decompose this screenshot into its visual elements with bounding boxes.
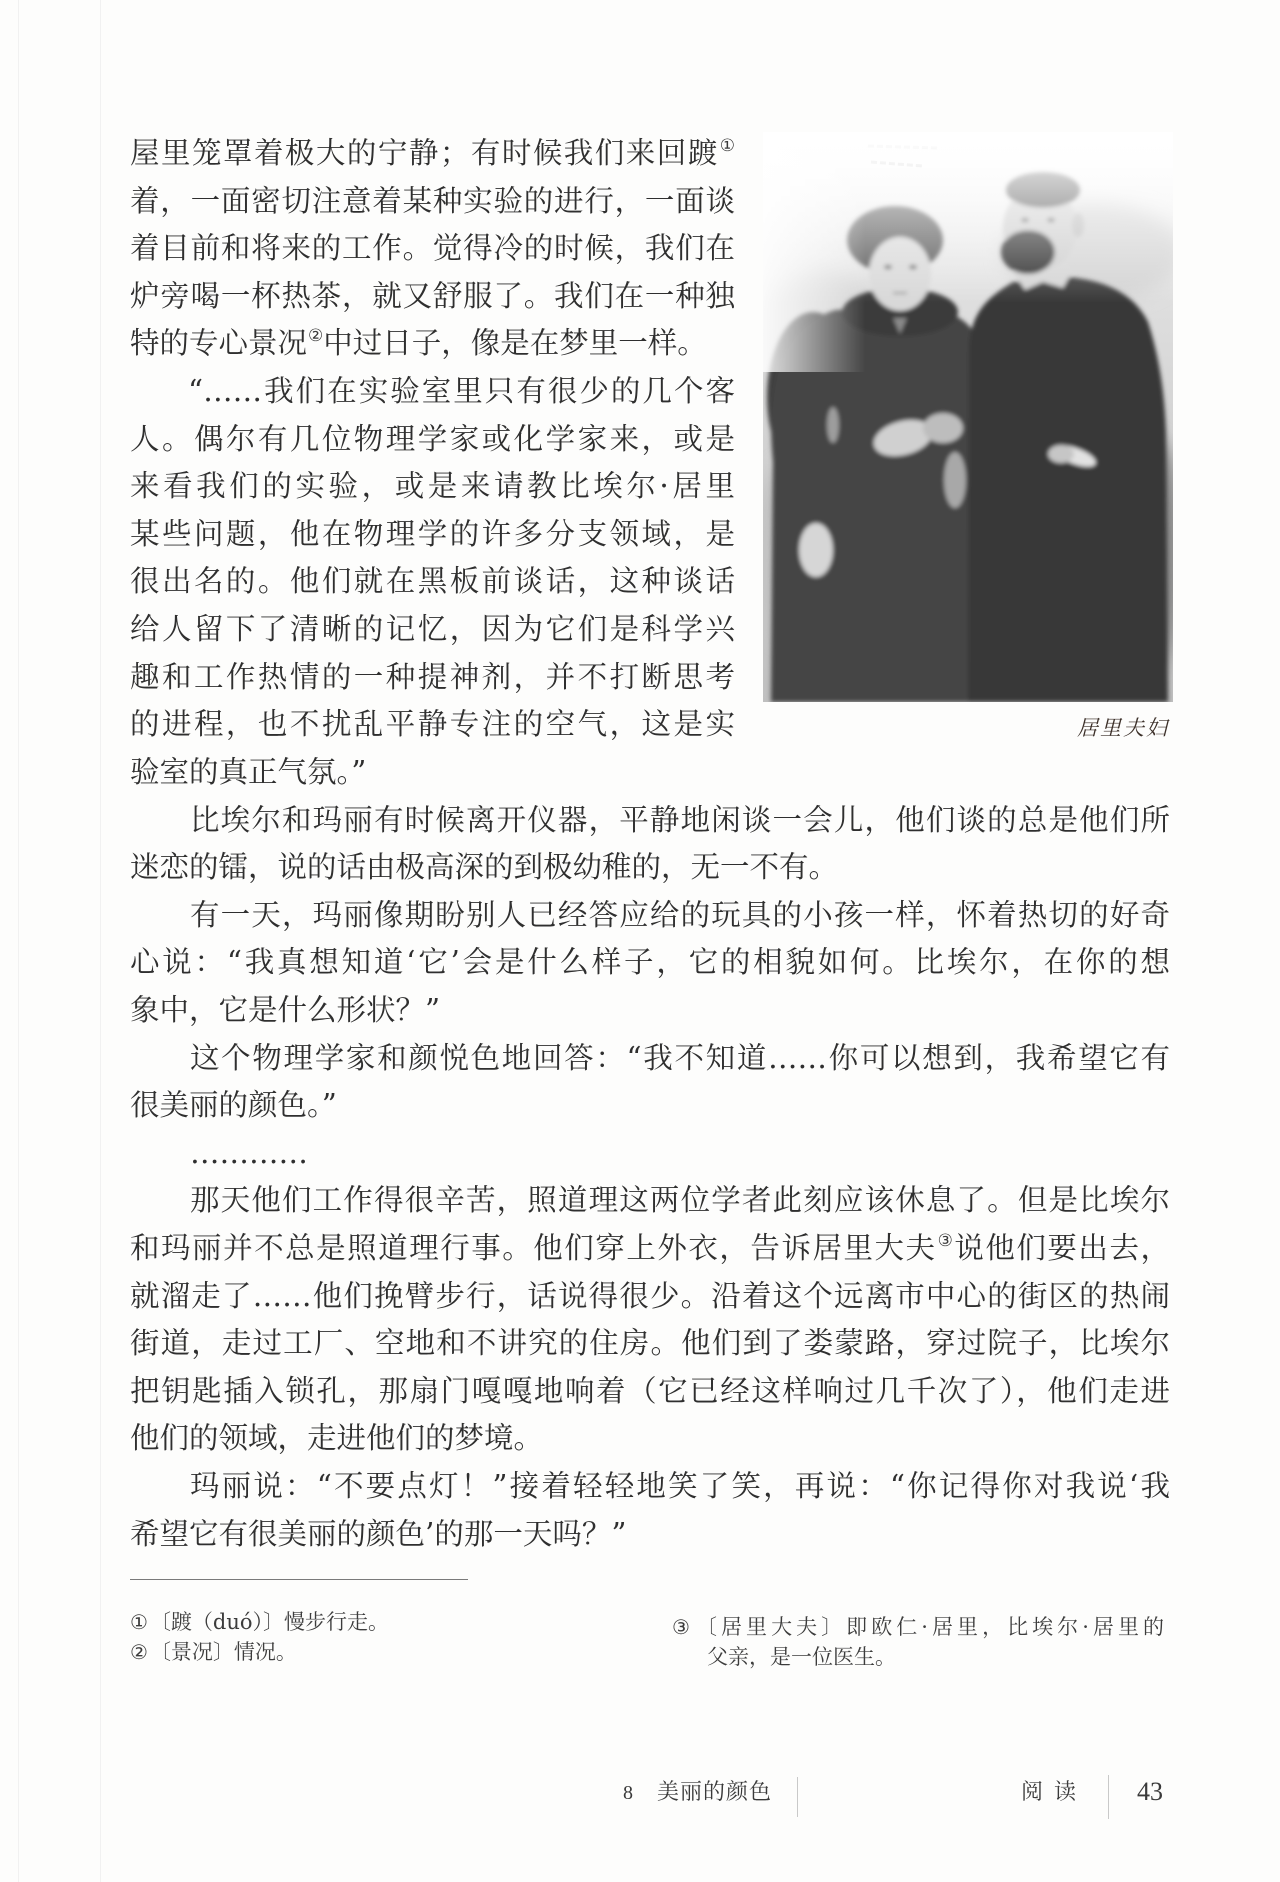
footer-divider [1108, 1775, 1109, 1819]
text-line: 给人留下了清晰的记忆，因为它们是科学兴 [130, 611, 735, 646]
text-line [130, 1225, 1170, 1273]
line-text: 屋里笼罩着极大的宁静；有时候我们来回踱 [130, 136, 719, 170]
text-line: 那天他们工作得很辛苦，照道理这两位学者此刻应该休息了。但是比埃尔 [190, 1183, 1170, 1218]
lesson-number: 8 [623, 1782, 633, 1804]
footnote-3-continuation: 父亲，是一位医生。 [707, 1645, 896, 1669]
footnote-ref-2: ② [308, 326, 324, 347]
footnote-text: 〔踱（duó）〕慢步行走。 [149, 1610, 390, 1634]
footnote-2 [130, 1637, 297, 1667]
text-line: “……我们在实验室里只有很少的几个客 [188, 373, 735, 408]
line-text: 和玛丽并不总是照道理行事。他们穿上外衣，告诉居里大夫 [130, 1230, 937, 1265]
ellipsis-separator: ………… [190, 1135, 308, 1170]
text-line: 炉旁喝一杯热茶，就又舒服了。我们在一种独 [130, 278, 735, 313]
text-line: 他们的领域，走进他们的梦境。 [130, 1421, 544, 1456]
footnote-divider [130, 1579, 468, 1580]
footnote-ref-3: ③ [937, 1230, 955, 1251]
line-text: 说他们要出去， [954, 1230, 1170, 1265]
footnote-marker: ③ [672, 1615, 694, 1639]
footnote-ref-1: ① [719, 136, 735, 156]
text-line: 来看我们的实验，或是来请教比埃尔·居里 [130, 469, 735, 504]
text-line: 着目前和将来的工作。觉得冷的时候，我们在 [130, 231, 735, 266]
scan-edge-line [100, 0, 101, 1882]
text-line: 比埃尔和玛丽有时候离开仪器，平静地闲谈一会儿，他们谈的总是他们所 [190, 802, 1170, 837]
text-line: 很美丽的颜色。” [130, 1088, 337, 1123]
text-line: 象中，它是什么形状？” [130, 992, 441, 1027]
footnote-3 [672, 1612, 1164, 1642]
photo-caption: 居里夫妇 [1077, 716, 1169, 740]
text-line: 很出名的。他们就在黑板前谈话，这种谈话 [130, 564, 735, 599]
text-column-narrow [130, 130, 735, 796]
text-line: 街道，走过工厂、空地和不讲究的住房。他们到了娄蒙路，穿过院子，比埃尔 [130, 1326, 1170, 1361]
footer-divider [797, 1777, 798, 1817]
text-line [130, 130, 735, 178]
text-line: 着，一面密切注意着某种实验的进行，一面谈 [130, 183, 735, 218]
text-line: 人。偶尔有几位物理学家或化学家来，或是 [130, 421, 735, 456]
footnote-marker: ② [130, 1640, 148, 1664]
text-line: 有一天，玛丽像期盼别人已经答应给的玩具的小孩一样，怀着热切的好奇 [190, 897, 1170, 932]
text-line: 把钥匙插入锁孔，那扇门嘎嘎地响着（它已经这样响过几千次了），他们走进 [130, 1373, 1170, 1408]
footnote-1 [130, 1607, 389, 1637]
page-number: 43 [1137, 1777, 1163, 1806]
text-line: 希望它有很美丽的颜色’的那一天吗？” [130, 1516, 627, 1551]
text-line: 迷恋的镭，说的话由极高深的到极幼稚的，无一不有。 [130, 850, 839, 885]
text-line: 这个物理学家和颜悦色地回答：“我不知道……你可以想到，我希望它有 [190, 1040, 1170, 1075]
line-text: 特的专心景况 [130, 326, 308, 361]
text-line: 就溜走了……他们挽臂步行，话说得很少。沿着这个远离市中心的街区的热闹 [130, 1278, 1170, 1313]
footnote-text: 〔居里大夫〕即欧仁·居里，比埃尔·居里的 [695, 1615, 1164, 1639]
scan-edge-line [18, 0, 19, 1882]
text-line: 的进程，也不扰乱平静专注的空气，这是实 [130, 707, 735, 742]
line-text: 中过日子，像是在梦里一样。 [323, 326, 707, 361]
section-label: 阅 读 [1021, 1780, 1078, 1805]
footnote-marker: ① [130, 1610, 148, 1634]
footnote-text: 〔景况〕情况。 [149, 1640, 297, 1664]
text-column-wide [130, 797, 1170, 1559]
lesson-title: 美丽的颜色 [657, 1780, 773, 1805]
text-line: 玛丽说：“不要点灯！”接着轻轻地笑了笑，再说：“你记得你对我说‘我 [190, 1468, 1170, 1503]
text-line: 验室的真正气氛。” [130, 754, 367, 789]
text-line: 某些问题，他在物理学的许多分支领域，是 [130, 516, 735, 551]
text-line: 心说：“我真想知道‘它’会是什么样子，它的相貌如何。比埃尔，在你的想 [130, 945, 1170, 980]
text-line: 趣和工作热情的一种提神剂，并不打断思考 [130, 659, 735, 694]
text-line [130, 320, 735, 368]
curie-couple-photo [763, 132, 1173, 702]
